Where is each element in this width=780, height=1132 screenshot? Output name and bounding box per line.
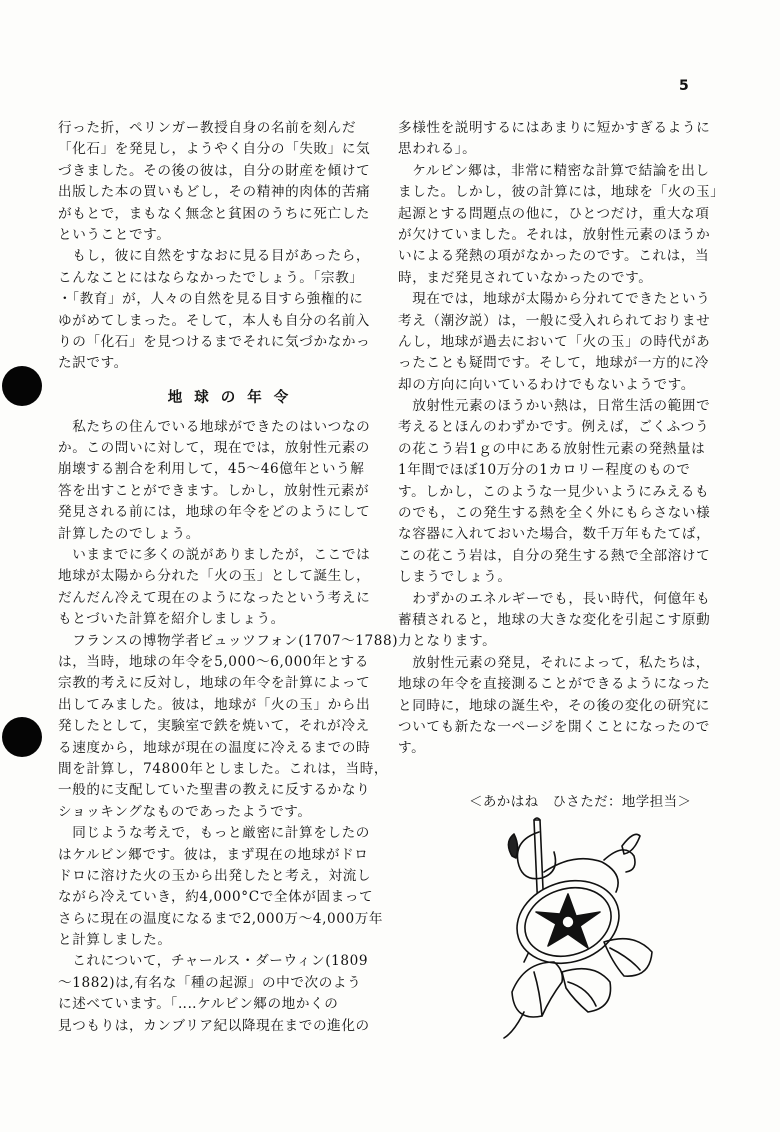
text-line: いによる発熱の項がなかったのです。これは，当 [398, 248, 710, 265]
text-line: と計算しました。 [58, 932, 172, 949]
text-line: こんなことにはならなかったでしょう。「宗教」 [58, 269, 364, 286]
text-line: 起源とする問題点の他に，ひとつだけ，重大な項 [398, 205, 710, 222]
right-column [398, 118, 725, 760]
text-line: 放射性元素のほうかい熱は，日常生活の範囲で [398, 398, 711, 415]
text-line: 答を出すことができます。しかし，放射性元素が [58, 482, 370, 499]
text-line: 力となります。 [398, 633, 497, 650]
text-line: しまうでしょう。 [398, 569, 512, 586]
text-line: 発したとして，実験室で鉄を焼いて，それが冷え [58, 718, 370, 735]
text-line: わずかのエネルギーでも，長い時代，何億年も [398, 590, 711, 607]
text-line: 放射性元素の発見，それによって，私たちは， [398, 654, 710, 671]
text-line: 発見される前には，地球の年令をどのようにして [58, 504, 371, 521]
text-line: この花こう岩は，自分の発生する熱で全部溶けて [398, 547, 711, 564]
text-line: 宗教的考えに反対し，地球の年令を計算によって [58, 675, 371, 692]
text-line: もし，彼に自然をすなおに見る目があったら， [58, 248, 371, 265]
text-line: いままでに多くの説がありましたが，ここでは [58, 547, 371, 564]
text-line: ショッキングなものであったようです。 [58, 803, 312, 820]
text-line: 現在では，地球が太陽から分れてできたという [398, 291, 711, 308]
text-line: 同じような考えで，もっと厳密に計算をしたの [58, 825, 370, 842]
text-line: す。しかし，このような一見少いようにみえるも [398, 483, 710, 500]
section-heading: 地球の年令 [167, 388, 301, 406]
text-line: 計算したのでしょう。 [58, 525, 200, 542]
text-line: ったことも疑問です。そして，地球が一方的に冷 [398, 355, 709, 372]
text-line: 地球の年令を直接測ることができるようになった [398, 676, 711, 693]
text-line: 考え（潮汐説）は，一般に受入れられておりませ [398, 312, 711, 329]
text-line: これについて，チャールス・ダーウィン(1809 [58, 953, 369, 970]
text-line: る速度から，地球が現在の温度に冷えるまでの時 [58, 739, 371, 756]
text-line: が欠けていました。それは，放射性元素のほうか [398, 226, 711, 243]
body-paragraphs [58, 417, 399, 1037]
text-line: フランスの博物学者ビュッツフォン(1707～1788) [58, 632, 399, 649]
text-line: 「化石」を発見し，ようやく自分の「失敗」に気 [58, 141, 371, 158]
text-line: 考えるとほんのわずかです。例えば，ごくふつう [398, 419, 710, 436]
text-line: 見つもりは，カンブリア紀以降現在までの進化の [58, 1017, 370, 1034]
text-line: だんだん冷えて現在のようになったという考えに [58, 589, 371, 606]
text-line: 思われる」。 [398, 141, 477, 158]
page-number: 5 [679, 78, 689, 94]
text-line: もとづいた計算を紹介しましょう。 [58, 611, 285, 628]
text-line: た訳です。 [58, 355, 128, 372]
text-line: と同時に，地球の誕生や，その後の変化の研究に [398, 697, 710, 714]
left-column [58, 118, 399, 1037]
text-line: 出してみました。彼は，地球が「火の玉」から出 [58, 696, 371, 713]
text-line: 1年間でほぼ10万分の1カロリー程度のもので [398, 462, 691, 479]
binder-hole-top [2, 366, 42, 406]
text-line: 崩壊する割合を利用して，45～46億年という解 [58, 461, 365, 478]
text-line: はケルビン郷です。彼は，まず現在の地球がドロ [58, 846, 369, 863]
text-line: 行った折，ペリンガー教授自身の名前を刻んだ [58, 120, 357, 136]
text-line: ゆがめてしまった。そして，本人も自分の名前入 [58, 312, 370, 329]
text-line: は，当時，地球の年令を5,000～6,000年とする [58, 653, 369, 670]
text-line: さらに現在の温度になるまで2,000万～4,000万年 [58, 910, 384, 927]
text-line: す。 [398, 740, 426, 757]
text-line: づきました。その後の彼は，自分の財産を傾けて [58, 162, 371, 179]
text-line: ケルビン郷は，非常に精密な計算で結論を出し [398, 162, 710, 179]
text-line: の花こう岩1ｇの中にある放射性元素の発熱量は [398, 440, 706, 457]
text-line: な容器に入れておいた場合，数千万年もたてば， [398, 526, 711, 543]
text-line: ながら冷えていき，約4,000°Cで全体が固まって [58, 889, 374, 906]
morning-glory-illustration [484, 812, 664, 1042]
text-line: ・「教育」が，人々の自然を見る目すら強権的に [58, 291, 364, 308]
binder-hole-bottom [2, 717, 42, 757]
text-line: のでも，この発生する熱を全く外にもらさない様 [398, 505, 711, 522]
text-line: んし，地球が過去において「火の玉」の時代があ [398, 333, 711, 350]
text-line: 間を計算し，74800年としました。これは，当時， [58, 760, 389, 777]
author-signature: ＜あかはね ひさただ：地学担当＞ [469, 794, 692, 810]
text-line: 一般的に支配していた聖書の教えに反するかなり [58, 782, 371, 799]
text-line: ということです。 [58, 226, 171, 243]
text-line: 出版した本の買いもどし，その精神的肉体的苦痛 [58, 184, 371, 201]
text-line: りの「化石」を見つけるまでそれに気づかなかっ [58, 333, 371, 350]
text-line: 蓄積されると，地球の大きな変化を引起こす原動 [398, 611, 711, 628]
text-line: ～1882)は,有名な「種の起源」の中で次のよう [58, 974, 362, 991]
text-line: か。この問いに対して，現在では，放射性元素の [58, 440, 370, 457]
text-line: 却の方向に向いているわけでもないようです。 [398, 376, 695, 393]
text-line: ました。しかし，彼の計算には，地球を「火の玉」 [398, 184, 725, 201]
text-line: 地球が太陽から分れた「火の玉」として誕生し， [58, 568, 371, 585]
text-line: がもとで，まもなく無念と貧困のうちに死亡した [58, 205, 370, 222]
text-line: ドロに溶けた火の玉から出発したと考え，対流し [58, 867, 372, 884]
text-line: 時，まだ発見されていなかったのです。 [398, 269, 653, 286]
text-line: に述べています。「‥‥ケルビン郷の地かくの [58, 996, 339, 1013]
text-line: ついても新たな一ページを開くことになったので [398, 718, 710, 735]
text-line: 私たちの住んでいる地球ができたのはいつなの [58, 418, 371, 435]
text-line: 多様性を説明するにはあまりに短かすぎるように [398, 120, 711, 136]
intro-paragraphs [58, 118, 370, 375]
